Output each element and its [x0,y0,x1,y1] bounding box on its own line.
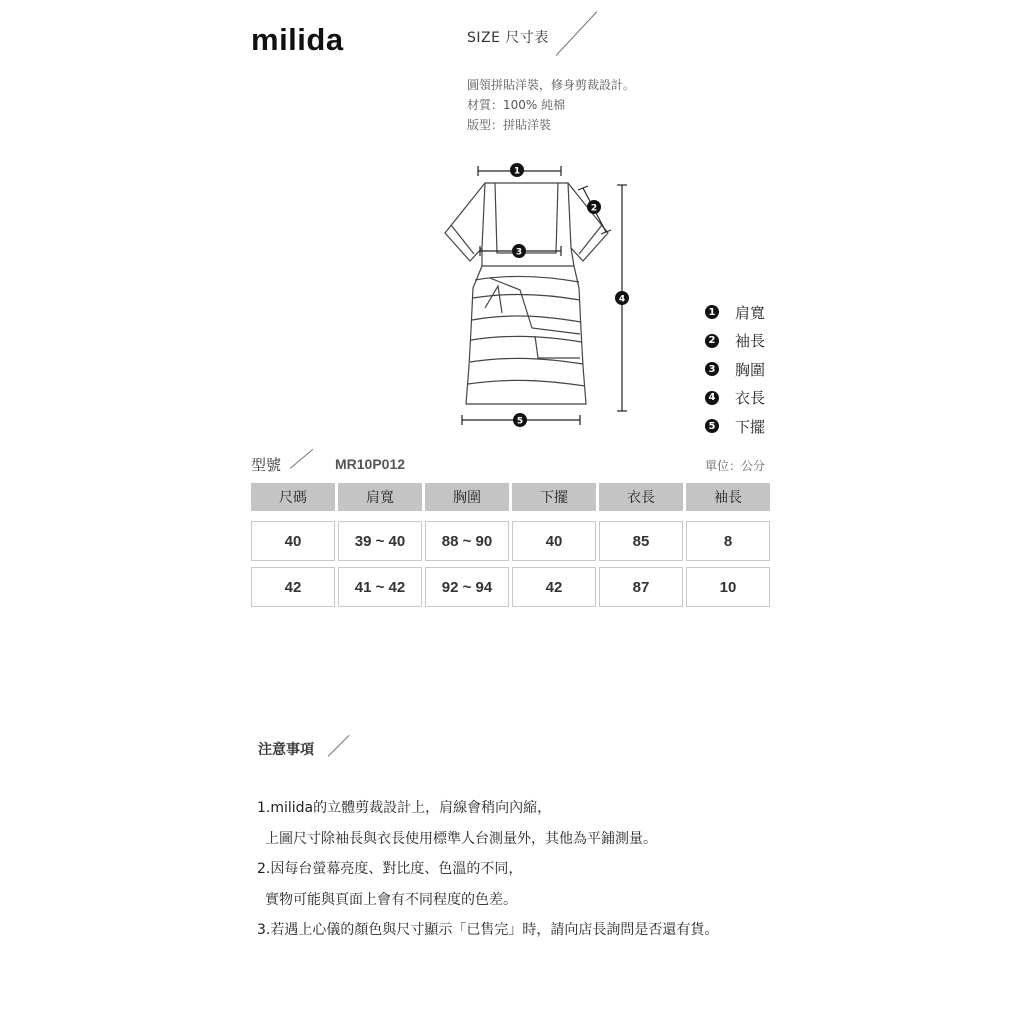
marker-5 [513,413,527,427]
brand-logo: milida [251,22,344,57]
legend-number: 2 [705,334,719,348]
marker-label: 4 [618,294,626,305]
notes-list [257,797,718,950]
note-line: 3.若遇上心儀的顏色與尺寸顯示「已售完」時，請向店長詢問是否還有貨。 [257,922,719,938]
header-size: 尺碼 [251,483,335,511]
legend-number: 1 [705,305,719,319]
legend-label: 衣長 [735,389,766,408]
table-cell: 40 [512,521,596,561]
table-cell: 40 [251,521,335,561]
table-row [251,567,770,607]
note-line: 上圖尺寸除袖長與衣長使用標準人台測量外，其他為平鋪測量。 [265,830,657,847]
legend-label: 袖長 [735,332,766,351]
table-cell: 85 [599,521,683,561]
table-cell: 42 [251,567,335,607]
model-code: MR10P012 [335,456,406,472]
description-line: 圓領拼貼洋裝，修身剪裁設計。 [467,78,636,92]
marker-label: 2 [590,203,598,214]
legend-number: 3 [705,362,719,376]
header-shoulder: 肩寬 [338,483,422,511]
legend-item-hem [705,412,765,441]
table-cell: 92 ~ 94 [425,567,509,607]
legend-label: 下擺 [735,417,766,436]
title-divider-slash [556,11,598,56]
garment-measurement-diagram [440,158,650,434]
table-cell: 42 [512,567,596,607]
model-label: 型號 [251,456,282,474]
table-cell: 10 [686,567,770,607]
marker-label: 5 [516,416,524,427]
model-divider-slash [290,449,314,469]
table-row [251,521,770,561]
legend-item-chest [705,355,765,384]
measurement-legend [705,298,765,441]
table-cell: 88 ~ 90 [425,521,509,561]
header-hem: 下擺 [512,483,596,511]
left-sleeve-outline [445,183,485,261]
legend-label: 肩寬 [735,303,766,322]
note-line: 實物可能與頁面上會有不同程度的色差。 [265,891,517,908]
marker-label: 3 [515,247,523,258]
legend-item-length [705,384,765,413]
marker-3 [512,244,526,258]
marker-4 [615,291,629,305]
legend-number: 5 [705,419,719,433]
unit-label: 單位：公分 [704,459,765,473]
header-chest: 胸圍 [425,483,509,511]
header-length: 衣長 [599,483,683,511]
notes-title: 注意事項 [258,742,314,758]
table-cell: 87 [599,567,683,607]
header-sleeve: 袖長 [686,483,770,511]
legend-label: 胸圍 [735,360,766,379]
legend-number: 4 [705,391,719,405]
notes-divider-slash [328,735,350,757]
marker-label: 1 [513,166,521,177]
marker-2 [587,200,601,214]
description-line: 材質：100% 純棉 [467,98,566,112]
neckline-outline [495,183,558,253]
description-line: 版型：拼貼洋裝 [467,118,552,132]
table-cell: 41 ~ 42 [338,567,422,607]
size-chart-title: SIZE 尺寸表 [467,30,549,46]
table-cell: 8 [686,521,770,561]
legend-item-sleeve [705,327,765,356]
size-table-header [251,483,770,511]
note-line: 1.milida的立體剪裁設計上，肩線會稍向內縮， [257,800,552,816]
note-line: 2.因每台螢幕亮度、對比度、色溫的不同， [257,861,523,877]
table-cell: 39 ~ 40 [338,521,422,561]
right-sleeve-outline [568,183,608,261]
legend-item-shoulder [705,298,765,327]
marker-1 [510,163,524,177]
product-description [467,75,635,135]
